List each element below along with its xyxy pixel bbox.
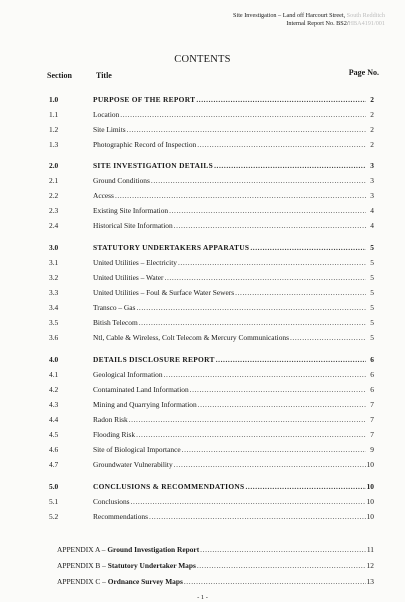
toc-title-line [93, 124, 367, 136]
toc-section-number: 4.6 [49, 445, 59, 454]
toc-entry [0, 109, 405, 121]
dot-leader [245, 481, 366, 493]
toc-page-number: 10 [366, 512, 374, 521]
toc-title: Groundwater Vulnerability [93, 460, 173, 469]
toc-page-number: 6 [370, 385, 374, 394]
toc-title: Flooding Risk [93, 430, 136, 439]
dot-leader [169, 205, 366, 217]
toc-section-number: 1.2 [49, 125, 59, 134]
toc-section-number: 3.6 [49, 333, 59, 342]
toc-title-line [93, 399, 367, 411]
toc-title-line [93, 384, 367, 396]
toc-title: Location [93, 110, 120, 119]
toc-title-line [93, 511, 367, 523]
toc-page-number: 13 [366, 577, 374, 586]
toc-entry [0, 384, 405, 396]
toc-title: Conclusions [93, 497, 130, 506]
toc-section-number: 1.0 [49, 95, 59, 104]
column-header-page: Page No. [348, 68, 379, 77]
toc-title-line [93, 160, 367, 172]
toc-section-number: 4.3 [49, 400, 59, 409]
appendix-label [57, 560, 196, 572]
dot-leader [214, 160, 366, 172]
contents-title: CONTENTS [174, 54, 231, 65]
toc-title-line [57, 576, 367, 588]
toc-entry [0, 429, 405, 441]
toc-title: Recommendations [93, 512, 149, 521]
toc-entry [0, 124, 405, 136]
toc-section-number: 5.0 [49, 482, 59, 491]
dot-leader [197, 139, 366, 151]
dot-leader [120, 109, 366, 121]
dot-leader [198, 399, 366, 411]
toc-title-line [93, 205, 367, 217]
toc-title: SITE INVESTIGATION DETAILS [93, 161, 214, 170]
appendix-title: Ordnance Survey Maps [107, 577, 183, 586]
toc-page-number: 10 [366, 497, 374, 506]
toc-title-line [57, 544, 367, 556]
dot-leader [178, 257, 366, 269]
toc-title-line [93, 332, 367, 344]
toc-section-number: 4.5 [49, 430, 59, 439]
toc-page-number: 5 [370, 243, 374, 252]
toc-page-number: 9 [370, 445, 374, 454]
toc-title: Site Limits [93, 125, 126, 134]
toc-entry [0, 139, 405, 151]
toc-title-line [93, 287, 367, 299]
dot-leader [196, 94, 366, 106]
toc-section-number: 4.4 [49, 415, 59, 424]
toc-title: PURPOSE OF THE REPORT [93, 95, 196, 104]
dot-leader [290, 332, 366, 344]
toc-section-number: 2.2 [49, 191, 59, 200]
dot-leader [149, 511, 366, 523]
toc-page-number: 3 [370, 191, 374, 200]
dot-leader [136, 429, 366, 441]
toc-section-number: 3.2 [49, 273, 59, 282]
dot-leader [190, 384, 366, 396]
toc-page-number: 6 [370, 370, 374, 379]
toc-title: Existing Site Information [93, 206, 169, 215]
column-header-section: Section [47, 71, 72, 80]
toc-section-number: 4.0 [49, 355, 59, 364]
toc-page-number: 7 [370, 415, 374, 424]
toc-entry [0, 205, 405, 217]
toc-page-number: 5 [370, 333, 374, 342]
toc-section-number: 3.3 [49, 288, 59, 297]
toc-entry [0, 317, 405, 329]
toc-page-number: 10 [366, 482, 374, 491]
toc-page-number: 5 [370, 318, 374, 327]
toc-title: Radon Risk [93, 415, 128, 424]
toc-section-heading [0, 160, 405, 172]
toc-title-line [93, 139, 367, 151]
appendix-label [57, 544, 199, 556]
toc-entry [0, 369, 405, 381]
toc-title-line [93, 496, 367, 508]
toc-entry [0, 332, 405, 344]
toc-appendix [0, 576, 405, 588]
toc-section-heading [0, 481, 405, 493]
toc-page-number: 5 [370, 258, 374, 267]
appendix-title: Statutory Undertaker Maps [107, 561, 196, 570]
toc-section-number: 5.1 [49, 497, 59, 506]
dot-leader [197, 560, 366, 572]
toc-title-line [93, 94, 367, 106]
header-site-faded: South Redditch [346, 12, 385, 19]
appendix-title: Ground Investigation Report [107, 545, 200, 554]
appendix-prefix: APPENDIX A – [57, 545, 108, 554]
header-line-2 [233, 20, 385, 28]
toc-page-number: 6 [370, 355, 374, 364]
toc-section-number: 1.3 [49, 140, 59, 149]
toc-section-number: 2.4 [49, 221, 59, 230]
toc-title-line [93, 354, 367, 366]
toc-title: United Utilities – Foul & Surface Water Sewers [93, 288, 235, 297]
toc-title-line [93, 444, 367, 456]
toc-section-heading [0, 242, 405, 254]
toc-entry [0, 399, 405, 411]
dot-leader [182, 444, 366, 456]
header-site-text: Site Investigation – Land off Harcourt Street, [233, 12, 347, 19]
toc-title-line [93, 109, 367, 121]
dot-leader [115, 190, 366, 202]
toc-page-number: 3 [370, 176, 374, 185]
toc-entry [0, 302, 405, 314]
toc-page-number: 5 [370, 288, 374, 297]
toc-entry [0, 257, 405, 269]
toc-title: Ntl, Cable & Wireless, Colt Telecom & Mercury Communications [93, 333, 289, 342]
toc-page-number: 12 [366, 561, 374, 570]
toc-title: CONCLUSIONS & RECOMMENDATIONS [93, 482, 245, 491]
toc-entry [0, 272, 405, 284]
toc-section-number: 4.1 [49, 370, 59, 379]
toc-title: STATUTORY UNDERTAKERS APPARATUS [93, 243, 250, 252]
dot-leader [164, 369, 366, 381]
toc-section-number: 1.1 [49, 110, 59, 119]
toc-section-heading [0, 94, 405, 106]
toc-section-number: 3.0 [49, 243, 59, 252]
toc-title-line [93, 242, 367, 254]
toc-section-heading [0, 354, 405, 366]
toc-title-line [93, 369, 367, 381]
toc-title-line [93, 429, 367, 441]
toc-page-number: 2 [370, 95, 374, 104]
toc-title: Geological Information [93, 370, 163, 379]
toc-section-number: 2.0 [49, 161, 59, 170]
toc-title: Transco – Gas [93, 303, 136, 312]
dot-leader [174, 220, 366, 232]
toc-section-number: 2.3 [49, 206, 59, 215]
toc-appendix [0, 544, 405, 556]
toc-title-line [93, 459, 367, 471]
dot-leader [127, 124, 366, 136]
toc-title-line [93, 257, 367, 269]
toc-title: Contaminated Land Information [93, 385, 189, 394]
toc-page-number: 4 [370, 221, 374, 230]
dot-leader [184, 576, 366, 588]
toc-section-number: 4.7 [49, 460, 59, 469]
toc-page-number: 5 [370, 273, 374, 282]
dot-leader [139, 317, 366, 329]
dot-leader [250, 242, 366, 254]
toc-page-number: 7 [370, 400, 374, 409]
toc-entry [0, 287, 405, 299]
toc-page-number: 3 [370, 161, 374, 170]
dot-leader [129, 414, 366, 426]
toc-page-number: 2 [370, 125, 374, 134]
toc-section-number: 3.5 [49, 318, 59, 327]
dot-leader [136, 302, 366, 314]
toc-entry [0, 190, 405, 202]
toc-page-number: 7 [370, 430, 374, 439]
toc-page-number: 2 [370, 140, 374, 149]
column-header-title: Title [96, 71, 112, 80]
toc-entry [0, 414, 405, 426]
toc-entry [0, 220, 405, 232]
toc-section-number: 2.1 [49, 176, 59, 185]
toc-title: Site of Biological Importance [93, 445, 181, 454]
toc-title-line [93, 481, 367, 493]
toc-entry [0, 459, 405, 471]
toc-title: Photographic Record of Inspection [93, 140, 197, 149]
toc-section-number: 3.1 [49, 258, 59, 267]
header-report-text: Internal Report No. BS2/ [286, 20, 349, 27]
toc-title-line [93, 414, 367, 426]
toc-title-line [93, 317, 367, 329]
dot-leader [131, 496, 366, 508]
toc-page-number: 10 [366, 460, 374, 469]
toc-page-number: 5 [370, 303, 374, 312]
toc-title: Historical Site Information [93, 221, 173, 230]
toc-section-number: 4.2 [49, 385, 59, 394]
toc-section-number: 5.2 [49, 512, 59, 521]
header-line-1 [233, 12, 385, 20]
toc-title: United Utilities – Water [93, 273, 164, 282]
toc-title: Bitish Telecom [93, 318, 138, 327]
toc-appendix [0, 560, 405, 572]
toc-entry [0, 511, 405, 523]
toc-section-number: 3.4 [49, 303, 59, 312]
header-report-faded: HBA4191/001 [348, 20, 385, 27]
toc-title-line [93, 272, 367, 284]
toc-page-number: 4 [370, 206, 374, 215]
toc-title-line [93, 220, 367, 232]
page-header [233, 12, 385, 28]
dot-leader [151, 175, 366, 187]
dot-leader [200, 544, 366, 556]
toc-entry [0, 444, 405, 456]
toc-page-number: 2 [370, 110, 374, 119]
toc-title: Mining and Quarrying Information [93, 400, 197, 409]
appendix-prefix: APPENDIX B – [57, 561, 108, 570]
toc-title-line [57, 560, 367, 572]
toc-title: DETAILS DISCLOSURE REPORT [93, 355, 215, 364]
toc-title: Access [93, 191, 114, 200]
appendix-prefix: APPENDIX C – [57, 577, 108, 586]
toc-title: Ground Conditions [93, 176, 150, 185]
dot-leader [216, 354, 366, 366]
appendix-label [57, 576, 183, 588]
toc-page-number: 11 [366, 545, 374, 554]
toc-title-line [93, 302, 367, 314]
toc-title-line [93, 190, 367, 202]
toc-title-line [93, 175, 367, 187]
toc-title: United Utilities – Electricity [93, 258, 177, 267]
dot-leader [165, 272, 367, 284]
toc-entry [0, 496, 405, 508]
page-number-footer: - 1 - [197, 594, 208, 601]
toc-entry [0, 175, 405, 187]
dot-leader [235, 287, 366, 299]
dot-leader [174, 459, 366, 471]
